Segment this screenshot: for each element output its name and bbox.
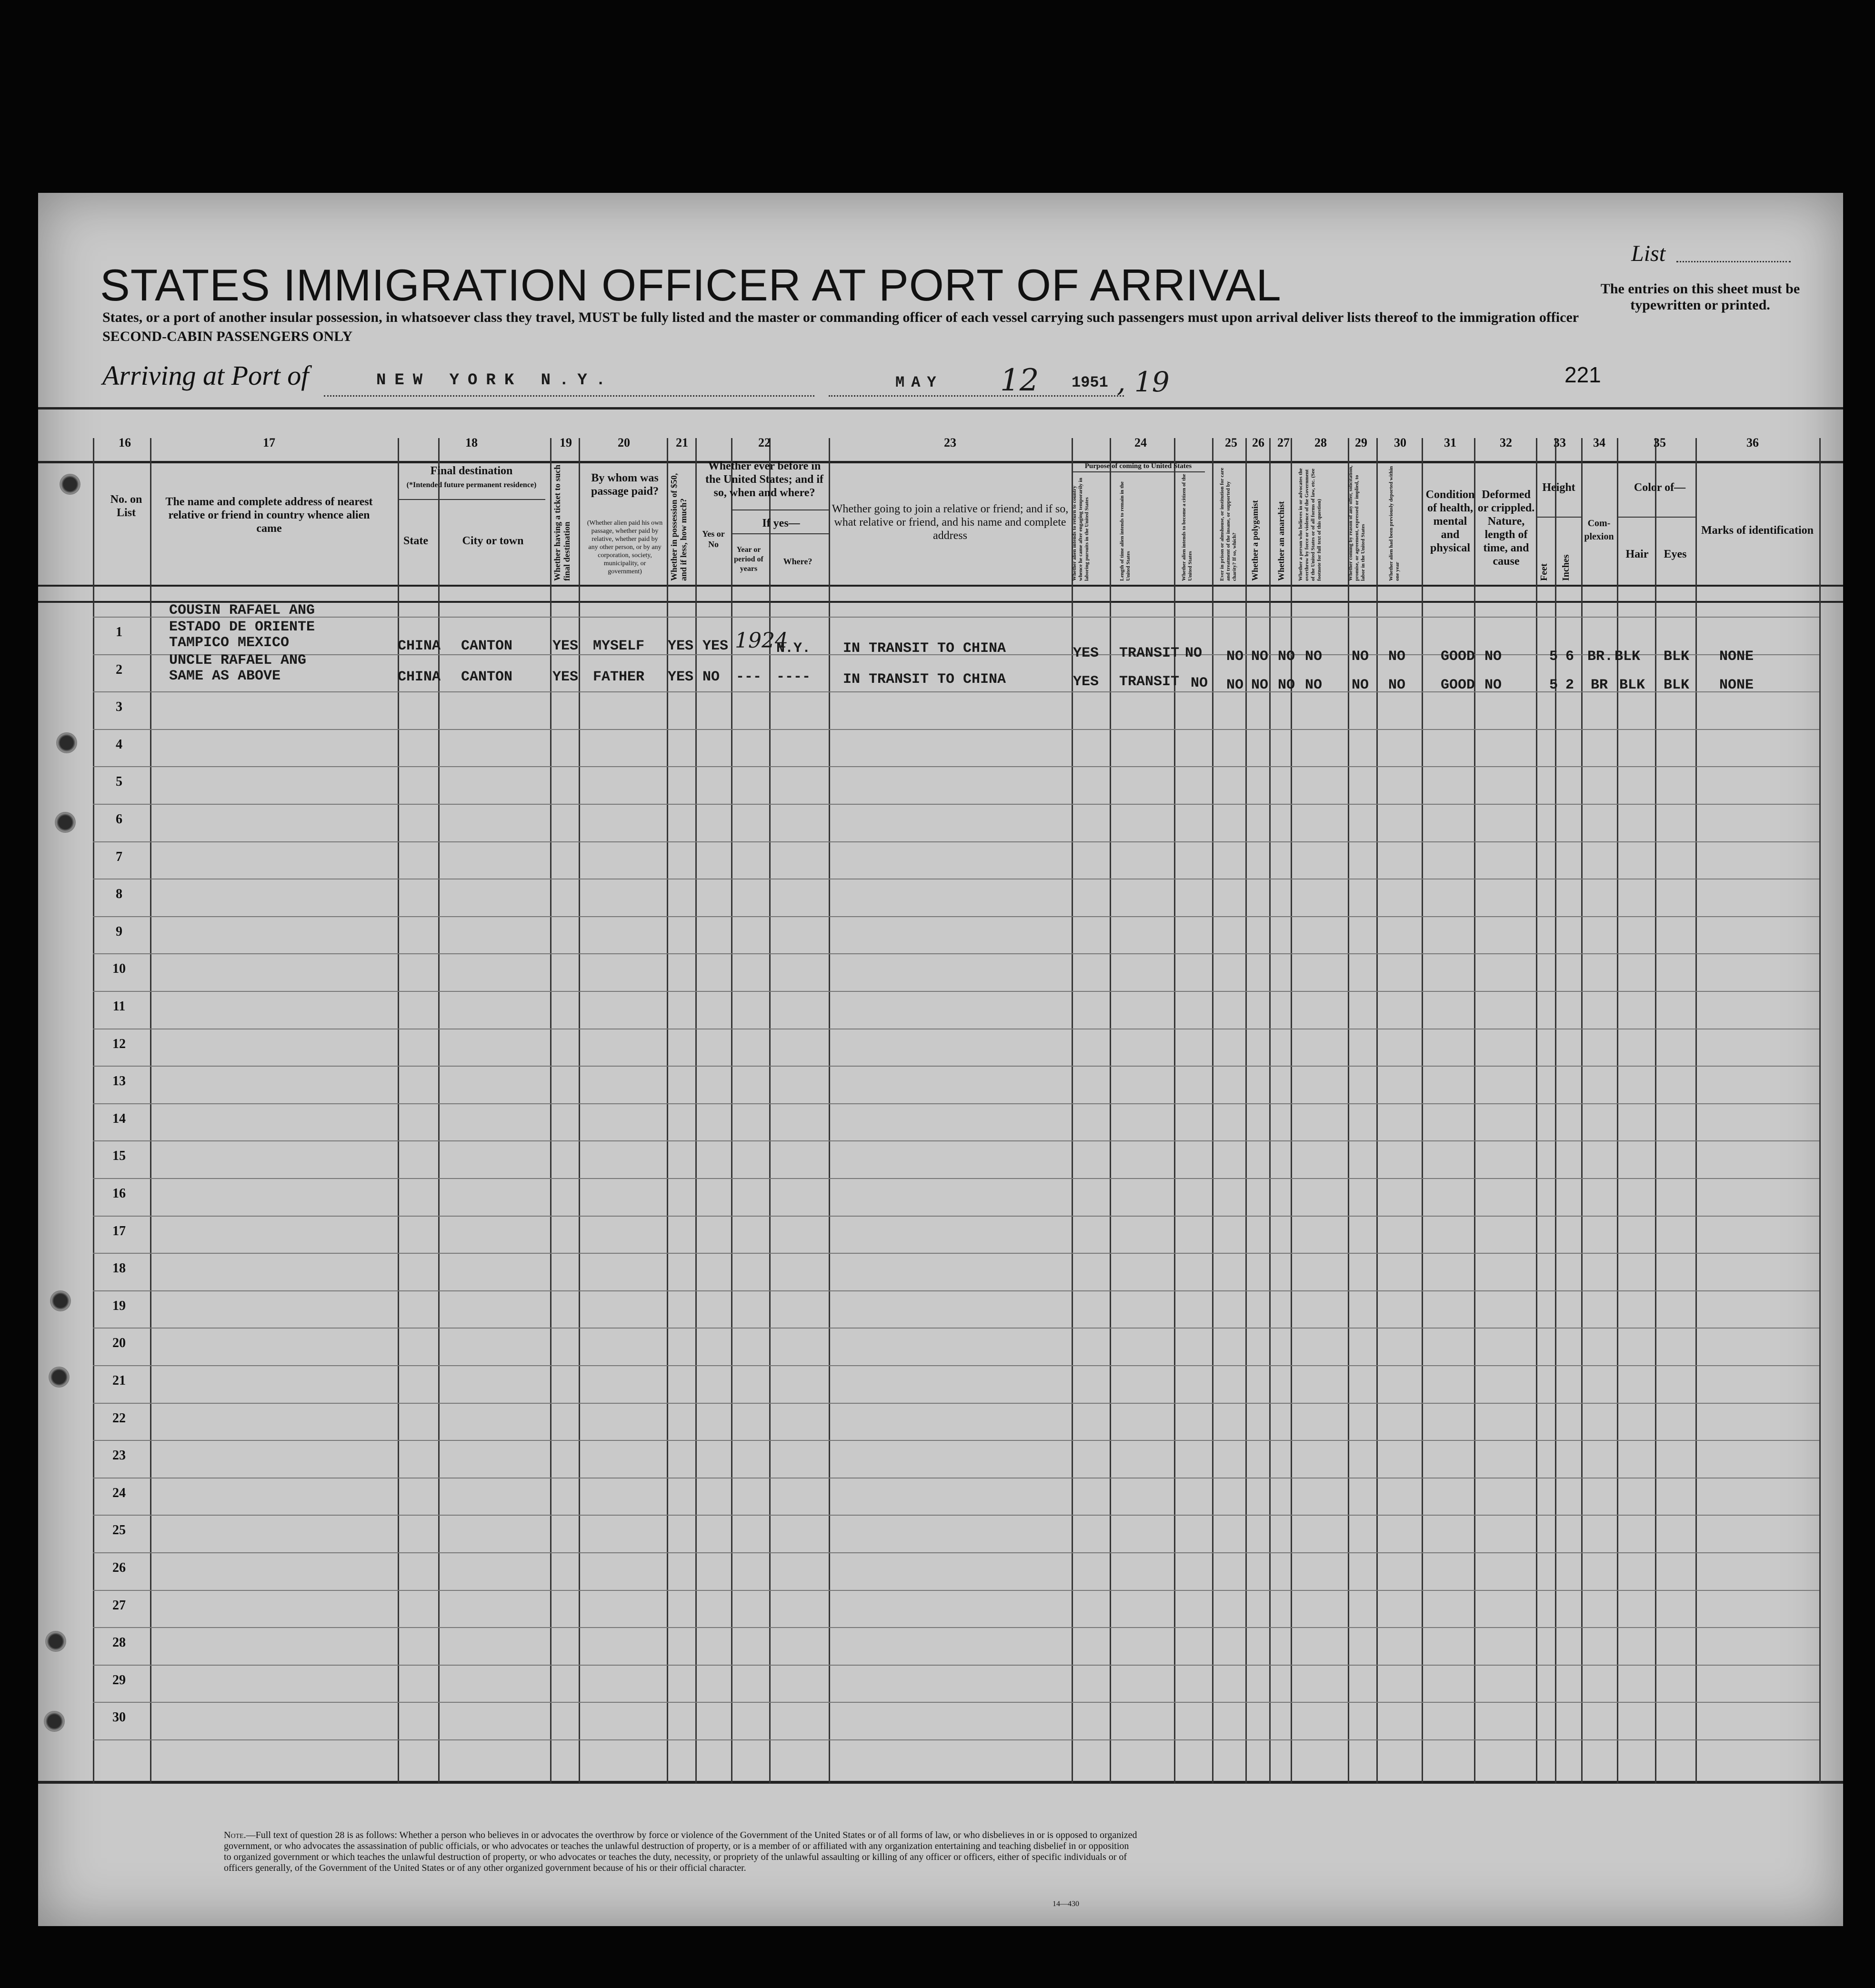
row-divider bbox=[93, 1066, 1819, 1067]
month-value: MAY bbox=[895, 374, 943, 391]
row-number: 6 bbox=[116, 812, 122, 827]
row-number: 3 bbox=[116, 699, 122, 715]
header-eyes: Eyes bbox=[1664, 548, 1687, 560]
purpose-length-value: TRANSIT bbox=[1119, 674, 1180, 690]
col-num-20: 20 bbox=[618, 436, 630, 450]
header-color-of: Color of— bbox=[1634, 481, 1686, 494]
row-divider bbox=[93, 841, 1819, 842]
complexion-value: BR bbox=[1591, 677, 1608, 693]
header-final-destination: Final destination bbox=[430, 465, 513, 477]
column-divider bbox=[1212, 438, 1213, 1783]
top-rule bbox=[38, 407, 1843, 410]
purpose-return-value: YES bbox=[1073, 674, 1099, 690]
col-num-26: 26 bbox=[1252, 436, 1264, 450]
row-number: 16 bbox=[112, 1186, 126, 1201]
header-relative-address: The name and complete address of nearest relative or friend in country whence alien came bbox=[165, 496, 373, 535]
header-year-period: Year or period of years bbox=[734, 546, 763, 573]
col-num-34: 34 bbox=[1593, 436, 1605, 450]
col-num-19: 19 bbox=[560, 436, 572, 450]
instructions-text: States, or a port of another insular possession, in whatsoever class they travel, MUST be fully listed and the master or commanding officer of each vessel carrying such passengers must upon arrival deliver lists thereof to the immigration officer bbox=[102, 310, 1579, 325]
row-number: 26 bbox=[112, 1560, 126, 1575]
row-divider bbox=[93, 1140, 1819, 1141]
column-divider bbox=[829, 438, 830, 1783]
year-value: 1924 bbox=[735, 629, 788, 653]
row-number: 15 bbox=[112, 1149, 126, 1164]
col-num-27: 27 bbox=[1277, 436, 1290, 450]
header-q30: Whether alien had been previously deported within one year bbox=[1388, 466, 1400, 581]
port-value: NEW YORK N.Y. bbox=[376, 371, 614, 390]
row-number: 22 bbox=[112, 1410, 126, 1426]
arriving-label: Arriving at Port of bbox=[102, 360, 309, 391]
punch-hole bbox=[45, 1631, 66, 1652]
column-divider bbox=[695, 438, 697, 1783]
header-passage-note: (Whether alien paid his own passage, whether paid by relative, whether paid by any other person, or by any corporation, society, municipality, or government) bbox=[587, 519, 663, 575]
joining-value: IN TRANSIT TO CHINA bbox=[843, 640, 1006, 657]
list-number-line bbox=[1676, 261, 1791, 262]
column-divider bbox=[1245, 438, 1247, 1783]
row-divider bbox=[93, 1552, 1819, 1553]
row-number: 29 bbox=[112, 1672, 126, 1688]
row-divider bbox=[93, 1403, 1819, 1404]
inches-value: 6 bbox=[1565, 649, 1574, 665]
year-value: 1951 bbox=[1072, 374, 1108, 391]
column-divider bbox=[1072, 438, 1073, 1783]
header-hair: Hair bbox=[1625, 548, 1649, 560]
money-value: YES bbox=[668, 669, 694, 685]
marks-value: NONE bbox=[1719, 649, 1754, 665]
row-divider bbox=[93, 1590, 1819, 1591]
polygamist-value: NO bbox=[1251, 649, 1269, 665]
row-number: 14 bbox=[112, 1111, 126, 1126]
row-number: 12 bbox=[112, 1036, 126, 1051]
column-divider bbox=[1536, 438, 1537, 1783]
row-divider bbox=[93, 1665, 1819, 1666]
column-divider bbox=[1617, 438, 1618, 1783]
passage-value: MYSELF bbox=[593, 638, 645, 654]
col-num-29: 29 bbox=[1355, 436, 1367, 450]
header-anarchist: Whether an anarchist bbox=[1276, 501, 1286, 581]
relative-name: UNCLE RAFAEL ANG bbox=[169, 652, 307, 669]
date-line bbox=[829, 395, 1124, 397]
column-divider bbox=[1174, 438, 1175, 1783]
dest-city: CANTON bbox=[461, 669, 513, 685]
q29-value: NO bbox=[1352, 677, 1369, 693]
eyes-value: BLK bbox=[1664, 677, 1690, 693]
relative-city: TAMPICO MEXICO bbox=[169, 635, 290, 651]
header-where: Where? bbox=[783, 557, 812, 566]
header-before-us: Whether ever before in the United States; and if so, when and where? bbox=[705, 460, 823, 499]
column-divider bbox=[1291, 438, 1292, 1783]
row-divider bbox=[93, 916, 1819, 917]
header-q28: Whether a person who believes in or advocates the overthrow by force or violence of the Government of the United States or of all forms of law, etc. (See footnote for full text of this question) bbox=[1298, 468, 1322, 581]
col-num-22: 22 bbox=[758, 436, 771, 450]
row-divider bbox=[93, 804, 1819, 805]
money-value: YES bbox=[668, 638, 694, 654]
eyes-value: BLK bbox=[1664, 649, 1690, 665]
anarchist-value: NO bbox=[1278, 677, 1295, 693]
passage-value: FATHER bbox=[593, 669, 645, 685]
header-deformed: Deformed or crippled. Nature, length of time, and cause bbox=[1477, 489, 1535, 568]
purpose-citizen-value: NO bbox=[1185, 645, 1203, 661]
year-suffix: , 19 bbox=[1117, 366, 1170, 398]
row-number: 9 bbox=[116, 924, 122, 939]
row-number: 30 bbox=[112, 1710, 126, 1725]
row-number: 18 bbox=[112, 1261, 126, 1276]
row-divider bbox=[93, 1328, 1819, 1329]
column-divider bbox=[1269, 438, 1271, 1783]
health-value: GOOD bbox=[1441, 649, 1475, 665]
purpose-length-value: TRANSIT bbox=[1119, 645, 1180, 661]
col-num-17: 17 bbox=[263, 436, 275, 450]
q28-value: NO bbox=[1305, 677, 1323, 693]
col-num-21: 21 bbox=[676, 436, 688, 450]
column-divider bbox=[731, 438, 732, 1783]
col-num-31: 31 bbox=[1444, 436, 1456, 450]
col-num-36: 36 bbox=[1746, 436, 1759, 450]
row-number: 27 bbox=[112, 1598, 126, 1613]
row-number: 4 bbox=[116, 737, 122, 752]
row-divider bbox=[93, 766, 1819, 767]
header-feet: Feet bbox=[1539, 563, 1549, 581]
column-divider bbox=[1819, 438, 1821, 1783]
header-height: Height bbox=[1542, 481, 1575, 494]
header-q29: Whether coming by reason of any offer, solicitation, promise, or agreement, expressed or implied, to labor in the United States bbox=[1348, 465, 1366, 581]
column-divider bbox=[150, 438, 151, 1783]
header-intended-residence: (*Intended future permanent residence) bbox=[406, 481, 537, 489]
column-divider bbox=[1655, 438, 1656, 1783]
row-number: 13 bbox=[112, 1074, 126, 1089]
before-value: YES bbox=[702, 638, 729, 654]
col-num-28: 28 bbox=[1314, 436, 1327, 450]
feet-value: 5 bbox=[1549, 649, 1558, 665]
header-complexion: Com-plexion bbox=[1584, 518, 1614, 542]
header-yes-no: Yes or No bbox=[702, 529, 725, 549]
row-number: 24 bbox=[112, 1485, 126, 1500]
bottom-rule bbox=[38, 1781, 1843, 1784]
header-subdivider bbox=[731, 509, 829, 510]
col-num-25: 25 bbox=[1225, 436, 1237, 450]
footnote-text: —Full text of question 28 is as follows: Whether a person who believes in or advocates the overthrow by force or violence of the Government of the United States or of all forms of law, or who disbelieves in or is opposed to organized government, or who advocates the assassination of public officials, or who advocates or teaches the unlawful destruction of property, or is a member of or affiliated with any organization entertaining and teaching disbelief in or opposition to organized government or which teaches the unlawful destruction of property, or who advocates or teaches the duty, necessity, or propriety of the unlawful assaulting or killing of any officer or officers, either of specific individuals or of officers generally, of the Government of the United States or of any other organized government because of his or their official character. bbox=[224, 1830, 1137, 1873]
header-subdivider bbox=[1536, 517, 1581, 518]
column-divider bbox=[550, 438, 551, 1783]
purpose-citizen-value: NO bbox=[1191, 675, 1208, 691]
row-divider bbox=[93, 1627, 1819, 1628]
row-divider bbox=[93, 1739, 1819, 1740]
header-purpose-return: Whether alien intends to return to country whence he came after engaging temporarily in laboring pursuits in the United States bbox=[1072, 478, 1090, 581]
punch-hole bbox=[44, 1711, 65, 1732]
row-number: 20 bbox=[112, 1336, 126, 1351]
row-number: 10 bbox=[112, 961, 126, 977]
dest-city: CANTON bbox=[461, 638, 513, 654]
form-number: 14—430 bbox=[1053, 1900, 1079, 1908]
header-subdivider bbox=[398, 499, 545, 500]
row-number: 2 bbox=[116, 662, 122, 677]
deformed-value: NO bbox=[1484, 649, 1502, 665]
row-divider bbox=[93, 991, 1819, 992]
row-number: 5 bbox=[116, 774, 122, 789]
year-value: --- bbox=[736, 669, 762, 685]
manifest-sheet bbox=[38, 193, 1843, 1926]
header-ticket: Whether having a ticket to such final destination bbox=[552, 464, 572, 581]
header-marks: Marks of identification bbox=[1701, 524, 1814, 537]
dest-state: CHINA bbox=[398, 638, 441, 654]
complexion-value: BR. bbox=[1587, 649, 1614, 665]
row-divider bbox=[93, 1478, 1819, 1479]
column-divider bbox=[1581, 438, 1583, 1783]
column-divider bbox=[1695, 438, 1697, 1783]
relative-address: SAME AS ABOVE bbox=[169, 668, 281, 684]
day-value: 12 bbox=[1000, 363, 1039, 398]
header-purpose-citizen: Whether alien intends to become a citizen of the United States bbox=[1181, 474, 1193, 581]
colnum-rule bbox=[38, 461, 1843, 463]
row-number: 1 bbox=[116, 625, 122, 639]
polygamist-value: NO bbox=[1251, 677, 1269, 693]
row-divider bbox=[93, 1515, 1819, 1516]
relative-address: ESTADO DE ORIENTE bbox=[169, 619, 315, 635]
row-number: 28 bbox=[112, 1635, 126, 1650]
header-no-on-list: No. on List bbox=[110, 493, 142, 519]
port-line bbox=[324, 395, 814, 397]
page-number: 221 bbox=[1564, 362, 1601, 387]
column-divider bbox=[1422, 438, 1423, 1783]
punch-hole bbox=[56, 732, 77, 753]
marks-value: NONE bbox=[1719, 677, 1754, 693]
footnote bbox=[224, 1830, 1138, 1874]
row-divider bbox=[93, 1365, 1819, 1366]
row-divider bbox=[93, 1440, 1819, 1441]
header-prison: Ever in prison or almshouse, or institution for care and treatment of the insane, or supported by charity? If so, which? bbox=[1219, 468, 1237, 581]
column-divider bbox=[1376, 438, 1378, 1783]
list-label: List bbox=[1631, 241, 1666, 266]
row-divider bbox=[93, 1216, 1819, 1217]
row-divider bbox=[93, 691, 1819, 692]
row-divider bbox=[93, 617, 1819, 618]
header-polygamist: Whether a polygamist bbox=[1250, 500, 1260, 581]
header-money: Whether in possession of $50, and if less, how much? bbox=[669, 473, 688, 581]
anarchist-value: NO bbox=[1278, 649, 1295, 665]
hair-value: BLK bbox=[1614, 649, 1641, 665]
col-num-23: 23 bbox=[944, 436, 956, 450]
row-number: 8 bbox=[116, 887, 122, 902]
row-divider bbox=[93, 1178, 1819, 1179]
prison-value: NO bbox=[1226, 649, 1244, 665]
col-num-33: 33 bbox=[1554, 436, 1566, 450]
column-divider bbox=[93, 438, 94, 1783]
row-number: 25 bbox=[112, 1523, 126, 1538]
punch-hole bbox=[60, 474, 80, 495]
header-bottom-rule bbox=[38, 585, 1843, 587]
inches-value: 2 bbox=[1565, 677, 1574, 693]
q30-value: NO bbox=[1388, 649, 1406, 665]
col-num-24: 24 bbox=[1134, 436, 1147, 450]
header-purpose-length: Length of time alien intends to remain in the United States bbox=[1119, 481, 1131, 581]
row-divider bbox=[93, 1103, 1819, 1104]
q30-value: NO bbox=[1388, 677, 1406, 693]
row-divider bbox=[93, 1290, 1819, 1291]
header-purpose: Purpose of coming to United States bbox=[1084, 462, 1192, 470]
entries-note: The entries on this sheet must be typewritten or printed. bbox=[1600, 281, 1800, 313]
col-num-35: 35 bbox=[1654, 436, 1666, 450]
footnote-label: Note. bbox=[224, 1830, 246, 1840]
page-title: STATES IMMIGRATION OFFICER AT PORT OF ARRIVAL bbox=[100, 260, 1282, 310]
col-num-18: 18 bbox=[465, 436, 478, 450]
q29-value: NO bbox=[1352, 649, 1369, 665]
relative-name: COUSIN RAFAEL ANG bbox=[169, 602, 315, 619]
row-number: 11 bbox=[112, 999, 126, 1014]
class-label: SECOND-CABIN PASSENGERS ONLY bbox=[102, 329, 353, 344]
header-city: City or town bbox=[462, 535, 524, 547]
row-number: 7 bbox=[116, 849, 122, 864]
punch-hole bbox=[49, 1367, 70, 1388]
column-divider bbox=[1474, 438, 1475, 1783]
feet-value: 5 bbox=[1549, 677, 1558, 693]
column-divider bbox=[1555, 438, 1556, 1783]
col-num-16: 16 bbox=[119, 436, 131, 450]
column-divider bbox=[579, 438, 580, 1783]
row-divider bbox=[93, 1702, 1819, 1703]
where-value: ---- bbox=[776, 669, 811, 685]
column-divider bbox=[1110, 438, 1111, 1783]
health-value: GOOD bbox=[1441, 677, 1475, 693]
q28-value: NO bbox=[1305, 649, 1323, 665]
prison-value: NO bbox=[1226, 677, 1244, 693]
header-inches: Inches bbox=[1561, 554, 1571, 581]
purpose-return-value: YES bbox=[1073, 645, 1099, 661]
col-num-30: 30 bbox=[1394, 436, 1406, 450]
row-number: 19 bbox=[112, 1298, 126, 1313]
row-divider bbox=[93, 729, 1819, 730]
joining-value: IN TRANSIT TO CHINA bbox=[843, 671, 1006, 688]
row-number: 17 bbox=[112, 1223, 126, 1239]
hair-value: BLK bbox=[1619, 677, 1645, 693]
before-value: NO bbox=[702, 669, 720, 685]
header-passage: By whom was passage paid? bbox=[591, 472, 659, 498]
row-number: 21 bbox=[112, 1373, 126, 1388]
header-joining: Whether going to join a relative or friend; and if so, what relative or friend, and his name and complete address bbox=[832, 503, 1069, 542]
column-divider bbox=[1348, 438, 1349, 1783]
row-divider bbox=[93, 1253, 1819, 1254]
punch-hole bbox=[50, 1290, 71, 1311]
deformed-value: NO bbox=[1484, 677, 1502, 693]
header-state: State bbox=[403, 535, 428, 547]
punch-hole bbox=[55, 812, 76, 833]
dest-state: CHINA bbox=[398, 669, 441, 685]
ticket-value: YES bbox=[552, 669, 579, 685]
row-divider bbox=[93, 953, 1819, 954]
ticket-value: YES bbox=[552, 638, 579, 654]
row-number: 23 bbox=[112, 1448, 126, 1463]
col-num-32: 32 bbox=[1500, 436, 1512, 450]
header-if-yes: If yes— bbox=[762, 517, 800, 529]
header-health: Condition of health, mental and physical bbox=[1425, 489, 1475, 554]
where-value: N.Y. bbox=[776, 640, 811, 657]
header-subdivider bbox=[1617, 517, 1695, 518]
header-subdivider bbox=[731, 533, 829, 534]
